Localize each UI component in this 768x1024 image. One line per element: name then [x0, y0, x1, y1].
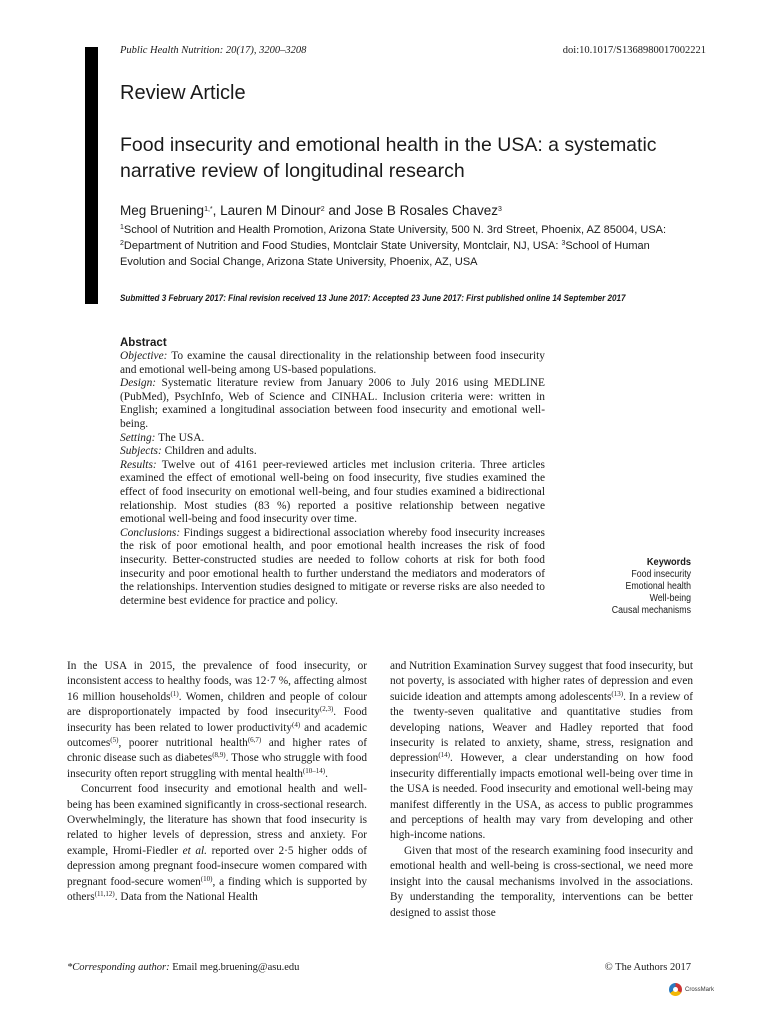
affiliation-marker: 3 — [561, 240, 566, 247]
corresponding-author — [67, 962, 299, 973]
abstract-subjects — [120, 445, 545, 459]
body-column-left — [67, 659, 367, 906]
affiliation-marker: 1 — [120, 224, 124, 231]
body-text: , poorer nutritional health — [118, 737, 248, 750]
body-column-right — [390, 659, 693, 921]
article-type: Review Article — [120, 82, 246, 104]
author-name[interactable]: Jose B Rosales Chavez — [354, 203, 498, 218]
body-text: . In a review of the twenty-seven qualitative and quantitative studies from developing nations, Weaver and Hadley reported that food insecurity is related to anxiety, shame, stress, resignation and depression — [390, 690, 693, 765]
body-text: Concurrent food insecurity and emotional health and well-being has been examined significantly in cross-sectional research. Overwhelmingly, the literature has shown that food insecurity is related to higher levels of depression, stress and anxiety. For example, Hromi-Fiedler — [67, 783, 367, 857]
abstract-text: Findings suggest a bidirectional association whereby food insecurity increases the risk of poor emotional health, and poor emotional health increases the risk of food insecurity. Better-constructed studies are needed to follow cohorts at risk for both food insecurity and poor emotional health to further understand the mediators and moderators of the relationships. Intervention studies designed to mitigate or reverse risks are also needed to determine best evidence for practice and policy. — [120, 526, 545, 607]
author-affiliation-marker: 3 — [497, 206, 502, 213]
crossmark-label: CrossMark — [684, 986, 714, 993]
abstract-heading: Abstract — [120, 337, 167, 349]
body-paragraph — [390, 659, 693, 844]
abstract-label: Results: — [120, 458, 157, 471]
citation[interactable]: (1) — [170, 689, 179, 698]
keywords-box — [601, 556, 691, 617]
affiliation-text: Department of Nutrition and Food Studies, Montclair State University, Montclair, NJ, USA: — [123, 240, 562, 252]
citation[interactable]: (14) — [438, 751, 450, 760]
affiliation-marker: 2 — [120, 240, 124, 247]
copyright: © The Authors 2017 — [604, 962, 691, 973]
body-text: . Women, children and people of colour are disproportionately impacted by food insecurity — [67, 690, 368, 719]
body-text: . Those who struggle with food insecurity often report struggling with mental health — [67, 752, 367, 780]
abstract-text: Systematic literature review from January 2006 to July 2016 using MEDLINE (PubMed), PsychInfo, Web of Science and CINHAL. Inclusion criteria were: written in English; examined a longitudinal association between food insecurity and emotional well-being. — [120, 377, 545, 430]
abstract-label: Subjects: — [120, 445, 162, 458]
keyword[interactable]: Food insecurity — [631, 569, 691, 580]
body-text: and higher rates of chronic disease such as diabetes — [67, 737, 367, 765]
citation[interactable]: (10) — [200, 874, 213, 883]
body-paragraph: Given that most of the research examining food insecurity and emotional health and well-being is cross-sectional, we need more insight into the causal mechanisms involved in the associations. By understanding the temporality, interventions can be better designed to assist those — [390, 844, 693, 919]
submission-dates: Submitted 3 February 2017: Final revision received 13 June 2017: Accepted 23 June 2017: First published online 14 September 2017 — [120, 293, 626, 304]
body-text: , a finding which is supported by others — [67, 875, 367, 904]
citation[interactable]: (6,7) — [247, 736, 262, 745]
body-text: . However, a clear understanding on how food insecurity differentially impacts emotional well-being over time in the USA is needed. Food insecurity and emotional well-being may manifest differently in the USA, as access to public programmes and perceptions of health may vary from developing and other high-income nations. — [390, 752, 693, 842]
body-text: reported over 2·5 higher odds of depression among pregnant food-insecure women compared with pregnant food-secure women — [67, 844, 367, 888]
affiliations — [120, 222, 695, 270]
corresponding-email[interactable]: Email meg.bruening@asu.edu — [169, 962, 300, 973]
abstract-text: Children and adults. — [161, 445, 257, 458]
keywords-heading: Keywords — [646, 556, 691, 568]
body-text: . Data from the National Health — [114, 891, 258, 904]
black-margin-bar — [85, 47, 98, 304]
author-name[interactable]: Meg Bruening — [120, 203, 205, 218]
abstract-conclusions — [120, 527, 545, 609]
author-name[interactable]: Lauren M Dinour — [220, 203, 321, 218]
abstract-text: Twelve out of 4161 peer-reviewed articles met inclusion criteria. Three articles examined the effect of emotional well-being on food insecurity, five studies examined the effect of food insecurity on emotional well-being, and four studies examined a bidirectional relationship. Most studies (83 %) reported a positive relationship between negative emotional well-being and food insecurity over time. — [120, 458, 545, 526]
citation[interactable]: (11,12) — [94, 890, 115, 899]
citation[interactable]: (8,9) — [212, 751, 226, 760]
affiliation-text: School of Nutrition and Health Promotion, Arizona State University, 500 N. 3rd Street, Phoenix, AZ 85004, USA: — [123, 224, 667, 236]
article-title: Food insecurity and emotional health in the USA: a systematic narrative review of longitudinal research — [120, 134, 657, 182]
corresponding-label: *Corresponding author: — [67, 962, 170, 973]
doi-link[interactable]: doi:10.1017/S1368980017002221 — [562, 45, 706, 56]
abstract-objective — [120, 350, 545, 377]
body-paragraph — [67, 659, 367, 782]
citation[interactable]: (13) — [611, 689, 624, 698]
author-affiliation-marker: 1,* — [204, 206, 213, 213]
abstract-label: Objective: — [120, 350, 168, 362]
crossmark-badge[interactable] — [669, 983, 714, 996]
abstract — [120, 336, 545, 608]
author-separator: and — [324, 203, 355, 218]
author-separator: , — [212, 203, 221, 218]
abstract-text: To examine the causal directionality in the relationship between food insecurity and emotional well-being among US-based populations. — [120, 350, 545, 376]
body-paragraph — [67, 782, 367, 905]
crossmark-icon — [669, 983, 682, 996]
body-text: and Nutrition Examination Survey suggest that food insecurity, but not poverty, is associated with higher rates of depression and even suicide ideation and attempts among adolescents — [390, 660, 693, 703]
author-list — [120, 203, 502, 218]
journal-citation: Public Health Nutrition: 20(17), 3200–3208 — [120, 45, 307, 56]
author-affiliation-marker: 2 — [320, 206, 325, 213]
abstract-setting — [120, 432, 545, 446]
affiliation-text: School of Human Evolution and Social Change, Arizona State University, Phoenix, AZ, USA — [120, 240, 650, 268]
citation[interactable]: (2,3) — [319, 705, 334, 714]
body-italic: et al. — [182, 844, 207, 857]
keyword[interactable]: Causal mechanisms — [611, 605, 691, 616]
citation[interactable]: (5) — [110, 736, 119, 745]
citation[interactable]: (4) — [292, 720, 301, 729]
abstract-results — [120, 459, 545, 527]
body-text: In the USA in 2015, the prevalence of food insecurity, or inconsistent access to healthy foods, was 12·7 %, affecting almost 16 million households — [67, 660, 367, 703]
citation[interactable]: (10–14) — [302, 766, 326, 775]
abstract-label: Setting: — [120, 431, 156, 444]
abstract-text: The USA. — [155, 431, 205, 444]
keyword[interactable]: Emotional health — [625, 581, 691, 592]
abstract-label: Design: — [120, 377, 157, 390]
keyword[interactable]: Well-being — [649, 593, 691, 604]
abstract-label: Conclusions: — [120, 526, 181, 539]
body-text: and academic outcomes — [67, 721, 367, 750]
body-text: . Food insecurity has been related to lower productivity — [67, 706, 367, 734]
body-text: . — [325, 767, 328, 780]
abstract-design — [120, 377, 545, 431]
